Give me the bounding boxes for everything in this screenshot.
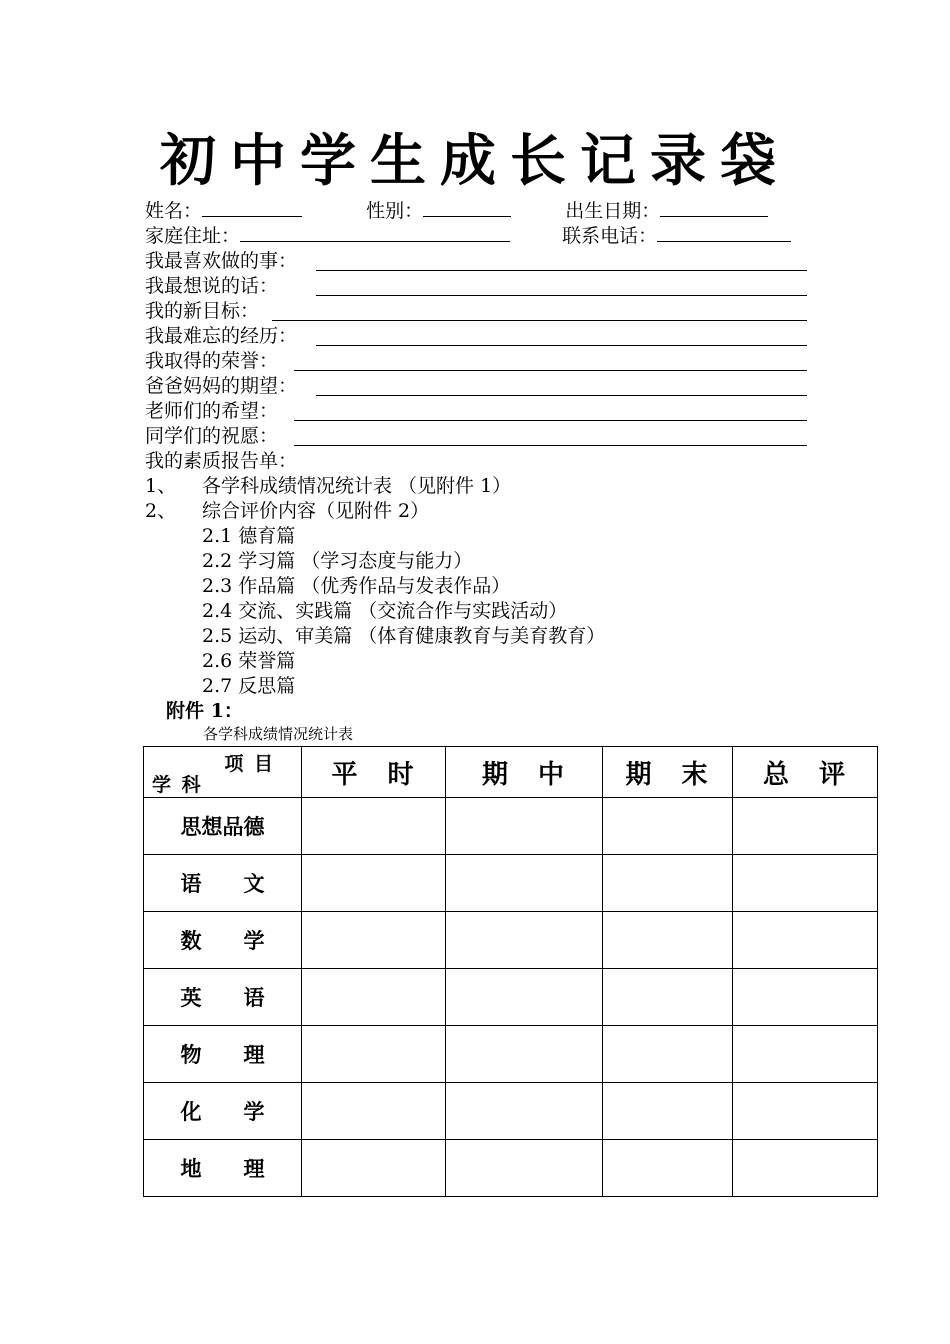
- score-cell[interactable]: [603, 1083, 733, 1140]
- table-caption: 各学科成绩情况统计表: [203, 725, 354, 743]
- table-row: [144, 1083, 878, 1140]
- score-cell[interactable]: [302, 798, 446, 855]
- table-row: [144, 912, 878, 969]
- classmates-label: 同学们的祝愿：: [145, 425, 279, 447]
- phone-label: 联系电话：: [562, 225, 658, 247]
- score-cell[interactable]: [603, 969, 733, 1026]
- memory-field[interactable]: [316, 345, 807, 346]
- column-header-midterm: 期 中: [446, 747, 603, 798]
- report-item: [145, 474, 511, 499]
- name-label: 姓名：: [145, 200, 203, 222]
- words-field[interactable]: [316, 295, 807, 296]
- sub-item: 2.4 交流、实践篇 （交流合作与实践活动）: [202, 600, 568, 622]
- score-cell[interactable]: [302, 1140, 446, 1197]
- table-row: [144, 1026, 878, 1083]
- score-cell[interactable]: [302, 969, 446, 1026]
- subject-cell: 地 理: [144, 1140, 302, 1197]
- column-header-overall: 总 评: [733, 747, 878, 798]
- subject-cell: 语 文: [144, 855, 302, 912]
- table-row: [144, 969, 878, 1026]
- score-table: [143, 746, 878, 1197]
- page-title: 初中学生成长记录袋: [160, 129, 790, 194]
- table-row: [144, 1140, 878, 1197]
- score-cell[interactable]: [446, 912, 603, 969]
- table-header-row: [144, 747, 878, 798]
- subject-cell: 英 语: [144, 969, 302, 1026]
- score-cell[interactable]: [302, 1083, 446, 1140]
- classmates-field[interactable]: [294, 445, 807, 446]
- sub-item: 2.5 运动、审美篇 （体育健康教育与美育教育）: [202, 625, 606, 647]
- report-item-num: 2、: [145, 500, 177, 522]
- sub-item: 2.6 荣誉篇: [202, 650, 296, 672]
- birthday-field[interactable]: [660, 199, 768, 217]
- contact-row: [145, 224, 791, 249]
- parents-field[interactable]: [316, 395, 807, 396]
- hobby-label: 我最喜欢做的事：: [145, 250, 298, 272]
- score-cell[interactable]: [733, 1026, 878, 1083]
- address-label: 家庭住址：: [145, 225, 241, 247]
- teachers-field[interactable]: [294, 420, 807, 421]
- appendix-label: 附件 1：: [166, 700, 243, 722]
- report-heading: 我的素质报告单：: [145, 450, 298, 472]
- birthday-label: 出生日期：: [565, 200, 661, 222]
- gender-field[interactable]: [423, 199, 511, 217]
- score-cell[interactable]: [302, 1026, 446, 1083]
- sub-item: 2.2 学习篇 （学习态度与能力）: [202, 550, 473, 572]
- phone-field[interactable]: [657, 224, 791, 242]
- goal-label: 我的新目标：: [145, 300, 260, 322]
- sub-item: 2.3 作品篇 （优秀作品与发表作品）: [202, 575, 511, 597]
- score-cell[interactable]: [733, 1140, 878, 1197]
- score-cell[interactable]: [446, 798, 603, 855]
- score-cell[interactable]: [446, 1140, 603, 1197]
- subject-cell: 化 学: [144, 1083, 302, 1140]
- subject-cell: 思想品德: [144, 798, 302, 855]
- score-cell[interactable]: [446, 1083, 603, 1140]
- address-field[interactable]: [240, 224, 510, 242]
- report-item-num: 1、: [145, 475, 177, 497]
- score-cell[interactable]: [446, 969, 603, 1026]
- parents-label: 爸爸妈妈的期望：: [145, 375, 298, 397]
- table-row: [144, 855, 878, 912]
- honor-label: 我取得的荣誉：: [145, 350, 279, 372]
- corner-header: [144, 747, 302, 798]
- sub-item: 2.7 反思篇: [202, 675, 296, 697]
- report-item-text: 综合评价内容（见附件 2）: [202, 500, 430, 522]
- score-cell[interactable]: [302, 912, 446, 969]
- hobby-field[interactable]: [316, 270, 807, 271]
- score-cell[interactable]: [733, 1083, 878, 1140]
- honor-field[interactable]: [294, 370, 807, 371]
- score-cell[interactable]: [603, 1026, 733, 1083]
- score-cell[interactable]: [603, 855, 733, 912]
- score-cell[interactable]: [733, 969, 878, 1026]
- report-item-text: 各学科成绩情况统计表 （见附件 1）: [202, 475, 512, 497]
- sub-item: 2.1 德育篇: [202, 525, 296, 547]
- name-field[interactable]: [202, 199, 302, 217]
- score-cell[interactable]: [733, 912, 878, 969]
- score-cell[interactable]: [603, 1140, 733, 1197]
- goal-field[interactable]: [272, 320, 807, 321]
- report-item: [145, 499, 429, 524]
- column-header-final: 期 末: [603, 747, 733, 798]
- score-cell[interactable]: [733, 798, 878, 855]
- subject-cell: 物 理: [144, 1026, 302, 1083]
- table-row: [144, 798, 878, 855]
- memory-label: 我最难忘的经历：: [145, 325, 298, 347]
- score-cell[interactable]: [302, 855, 446, 912]
- words-label: 我最想说的话：: [145, 275, 279, 297]
- teachers-label: 老师们的希望：: [145, 400, 279, 422]
- basic-info-row: [145, 199, 768, 224]
- score-cell[interactable]: [603, 912, 733, 969]
- score-cell[interactable]: [446, 855, 603, 912]
- subject-cell: 数 学: [144, 912, 302, 969]
- corner-header-top: 项 目: [224, 753, 275, 775]
- score-cell[interactable]: [733, 855, 878, 912]
- gender-label: 性别：: [366, 200, 424, 222]
- score-cell[interactable]: [446, 1026, 603, 1083]
- score-cell[interactable]: [603, 798, 733, 855]
- corner-header-bottom: 学 科: [152, 774, 203, 796]
- column-header-regular: 平 时: [302, 747, 446, 798]
